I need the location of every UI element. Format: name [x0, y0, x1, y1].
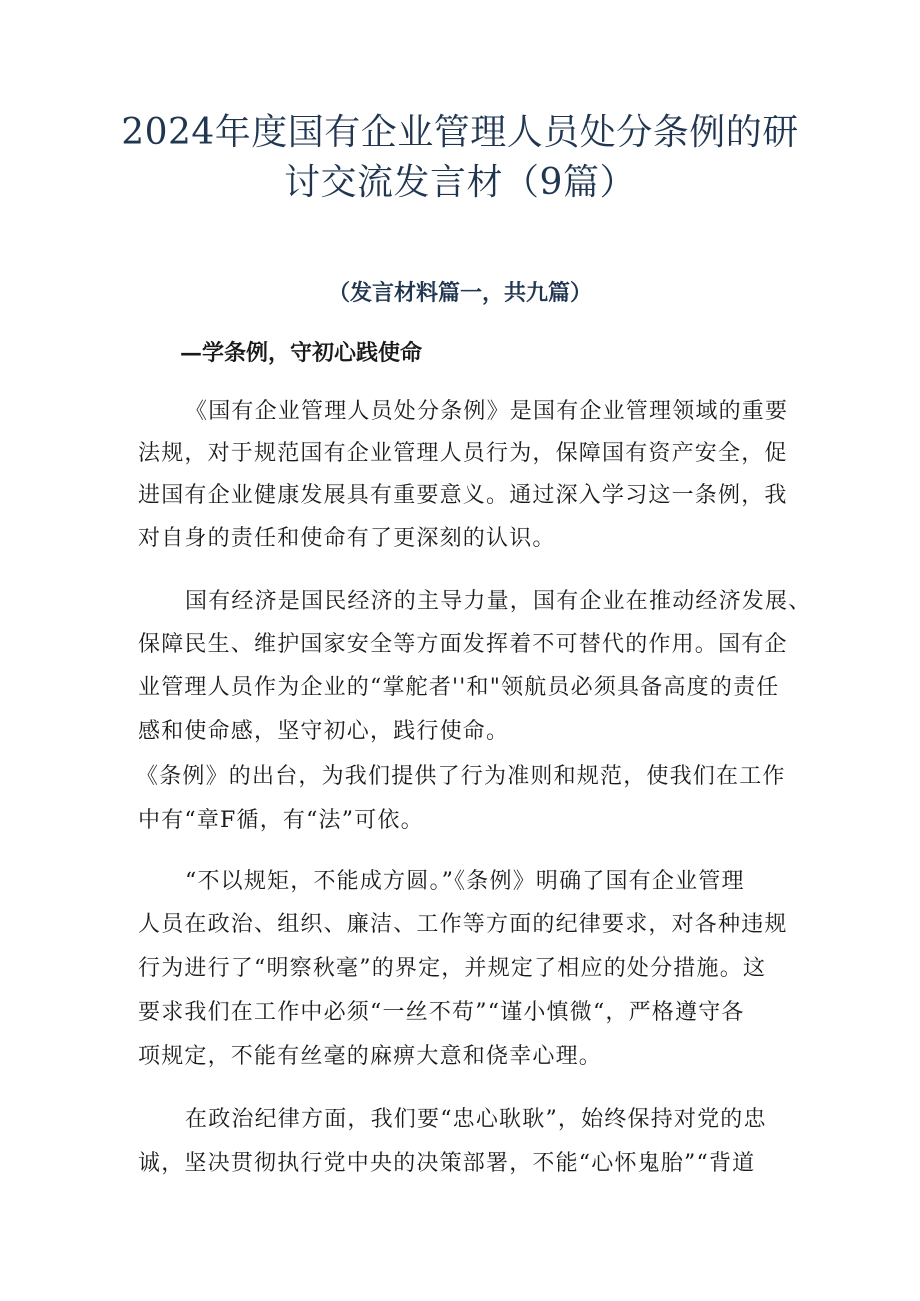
body-text-line: 感和使命感，坚守初心，践行使命。 [138, 719, 510, 744]
body-text-line: 诚，坚决贯彻执行党中央的决策部署，不能“心怀鬼胎”“背道 [138, 1151, 756, 1176]
section-heading: —学条例，守初心践使命 [180, 340, 423, 366]
body-text-line: 在政治纪律方面，我们要“忠心耿耿”，始终保持对党的忠 [185, 1107, 767, 1132]
body-text-line: 要求我们在工作中必须“一丝不苟”“谨小慎微“，严格遵守各 [138, 1000, 745, 1025]
body-text-line: 《国有企业管理人员处分条例》是国有企业管理领域的重要 [185, 399, 789, 424]
body-text-line: 行为进行了“明察秋毫”的界定，并规定了相应的处分措施。这 [138, 956, 767, 981]
body-text-line: 法规，对于规范国有企业管理人员行为，保障国有资产安全，促 [138, 441, 788, 466]
body-text-line: 对自身的责任和使命有了更深刻的认识。 [138, 526, 556, 551]
body-text-line: 国有经济是国民经济的主导力量，国有企业在推动经济发展、 [185, 589, 812, 614]
body-text-line: 业管理人员作为企业的“掌舵者''和"领航员必须具备高度的责任 [138, 675, 780, 700]
body-text-line: 项规定，不能有丝毫的麻痹大意和侥幸心理。 [138, 1044, 603, 1069]
body-text-line: 保障民生、维护国家安全等方面发挥着不可替代的作用。国有企 [138, 632, 788, 657]
body-text-line: “不以规矩，不能成方圆。”《条例》明确了国有企业管理 [185, 869, 745, 894]
document-title-line-2: 讨交流发言材（9篇） [284, 162, 636, 203]
body-text-line: 《条例》的出台，为我们提供了行为准则和规范，使我们在工作 [136, 764, 786, 789]
body-text-line: 进国有企业健康发展具有重要意义。通过深入学习这一条例，我 [138, 483, 788, 508]
body-text-line: 中有“章F循，有“法”可依。 [138, 808, 424, 833]
body-text-line: 人员在政治、组织、廉洁、工作等方面的纪律要求，对各种违规 [138, 912, 788, 937]
document-title-line-1: 2024年度国有企业管理人员处分条例的研 [121, 112, 799, 153]
section-subtitle: （发言材料篇一，共九篇） [327, 280, 592, 306]
